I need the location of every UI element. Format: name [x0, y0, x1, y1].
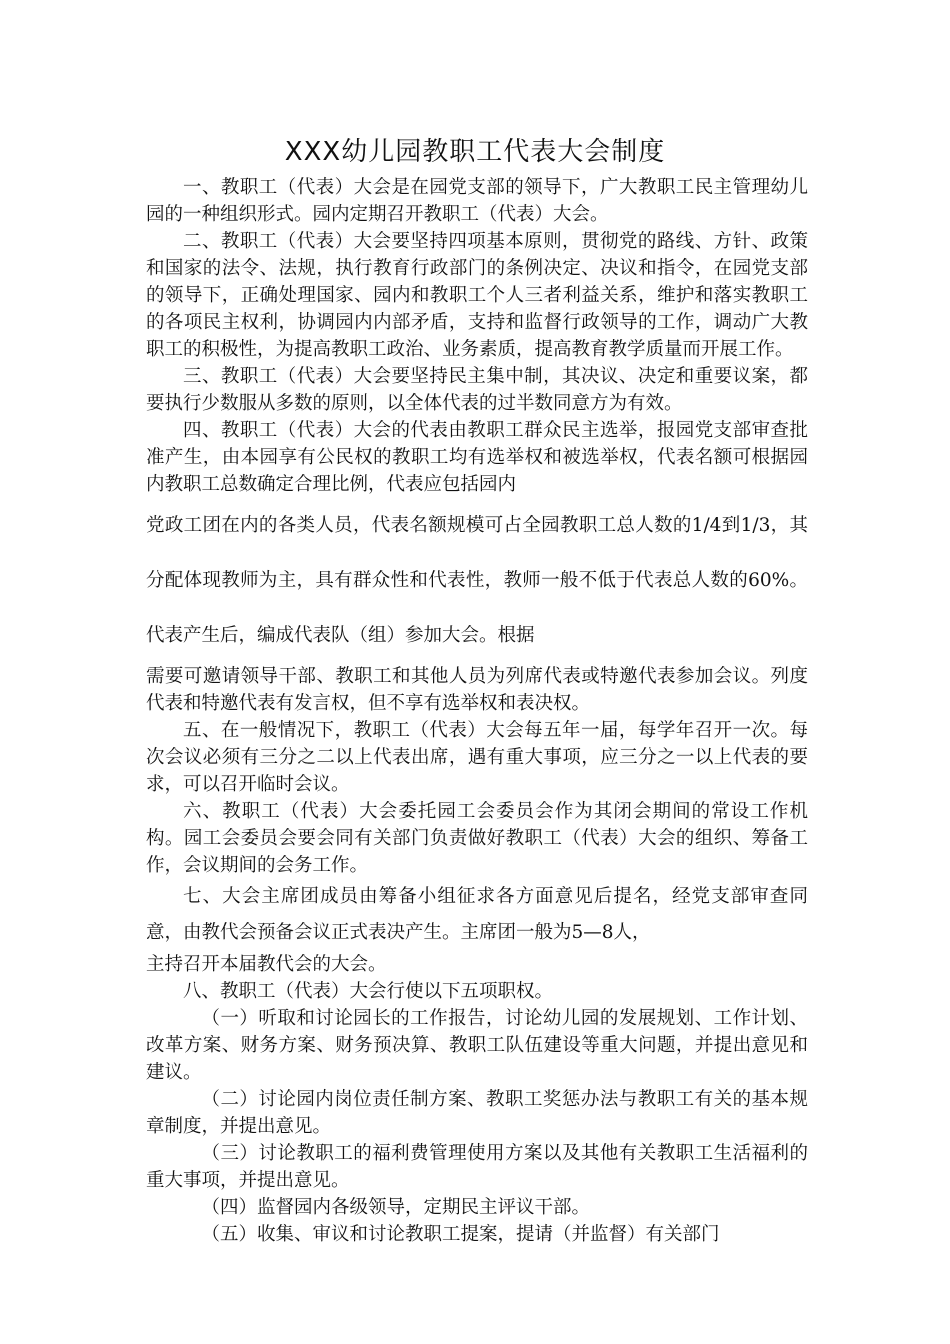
paragraph-8: 八、教职工（代表）大会行使以下五项职权。 [183, 981, 554, 1002]
paragraph-4-continued: 党政工团在内的各类人员，代表名额规模可占全园教职工总人数的1/4到1/3，其分配体现教师为主，具有群众性和代表性，教师一般不低于代表总人数的60%。代表产生后，编成代表队（组）参加大会。根据 [146, 515, 808, 646]
paragraph-2: 二、教职工（代表）大会要坚持四项基本原则，贯彻党的路线、方针、政策和国家的法令、法规，执行教育行政部门的条例决定、决议和指令，在园党支部的领导下，正确处理国家、园内和教职工个人三者利益关系，维护和落实教职工的各项民主权利，协调园内内部矛盾，支持和监督行政领导的工作，调动广大教职工的积极性，为提高教职工政治、业务素质，提高教育教学质量而开展工作。 [146, 231, 808, 360]
item-4: （四）监督园内各级领导，定期民主评议干部。 [201, 1197, 591, 1218]
document-body [146, 174, 808, 1248]
paragraph-3: 三、教职工（代表）大会要坚持民主集中制，其决议、决定和重要议案，都要执行少数服从多数的原则，以全体代表的过半数同意方为有效。 [146, 366, 808, 414]
item-2: （二）讨论园内岗位责任制方案、教职工奖惩办法与教职工有关的基本规章制度，并提出意见。 [146, 1089, 808, 1137]
item-5: （五）收集、审议和讨论教职工提案，提请（并监督）有关部门 [201, 1224, 720, 1245]
paragraph-5: 五、在一般情况下，教职工（代表）大会每五年一届，每学年召开一次。每次会议必须有三分之二以上代表出席，遇有重大事项，应三分之一以上代表的要求，可以召开临时会议。 [146, 720, 808, 795]
paragraph-7-end: 主持召开本届教代会的大会。 [146, 954, 387, 975]
document-title: XXX幼儿园教职工代表大会制度 [284, 137, 666, 167]
paragraph-4: 四、教职工（代表）大会的代表由教职工群众民主选举，报园党支部审查批准产生，由本园享有公民权的教职工均有选举权和被选举权，代表名额可根据园内教职工总数确定合理比例，代表应包括园内 [146, 420, 808, 495]
paragraph-7: 七、大会主席团成员由筹备小组征求各方面意见后提名，经党支部审查同意，由教代会预备会议正式表决产生。主席团一般为5—8人， [146, 886, 808, 943]
item-3: （三）讨论教职工的福利费管理使用方案以及其他有关教职工生活福利的重大事项，并提出意见。 [146, 1143, 808, 1191]
paragraph-1: 一、教职工（代表）大会是在园党支部的领导下，广大教职工民主管理幼儿园的一种组织形式。园内定期召开教职工（代表）大会。 [146, 177, 808, 225]
item-1: （一）听取和讨论园长的工作报告，讨论幼儿园的发展规划、工作计划、改革方案、财务方案、财务预决算、教职工队伍建设等重大问题，并提出意见和建议。 [146, 1008, 808, 1083]
paragraph-4-end: 需要可邀请领导干部、教职工和其他人员为列席代表或特邀代表参加会议。列度代表和特邀代表有发言权，但不享有选举权和表决权。 [146, 666, 808, 714]
paragraph-6: 六、教职工（代表）大会委托园工会委员会作为其闭会期间的常设工作机构。园工会委员会要会同有关部门负责做好教职工（代表）大会的组织、筹备工作，会议期间的会务工作。 [146, 801, 808, 876]
